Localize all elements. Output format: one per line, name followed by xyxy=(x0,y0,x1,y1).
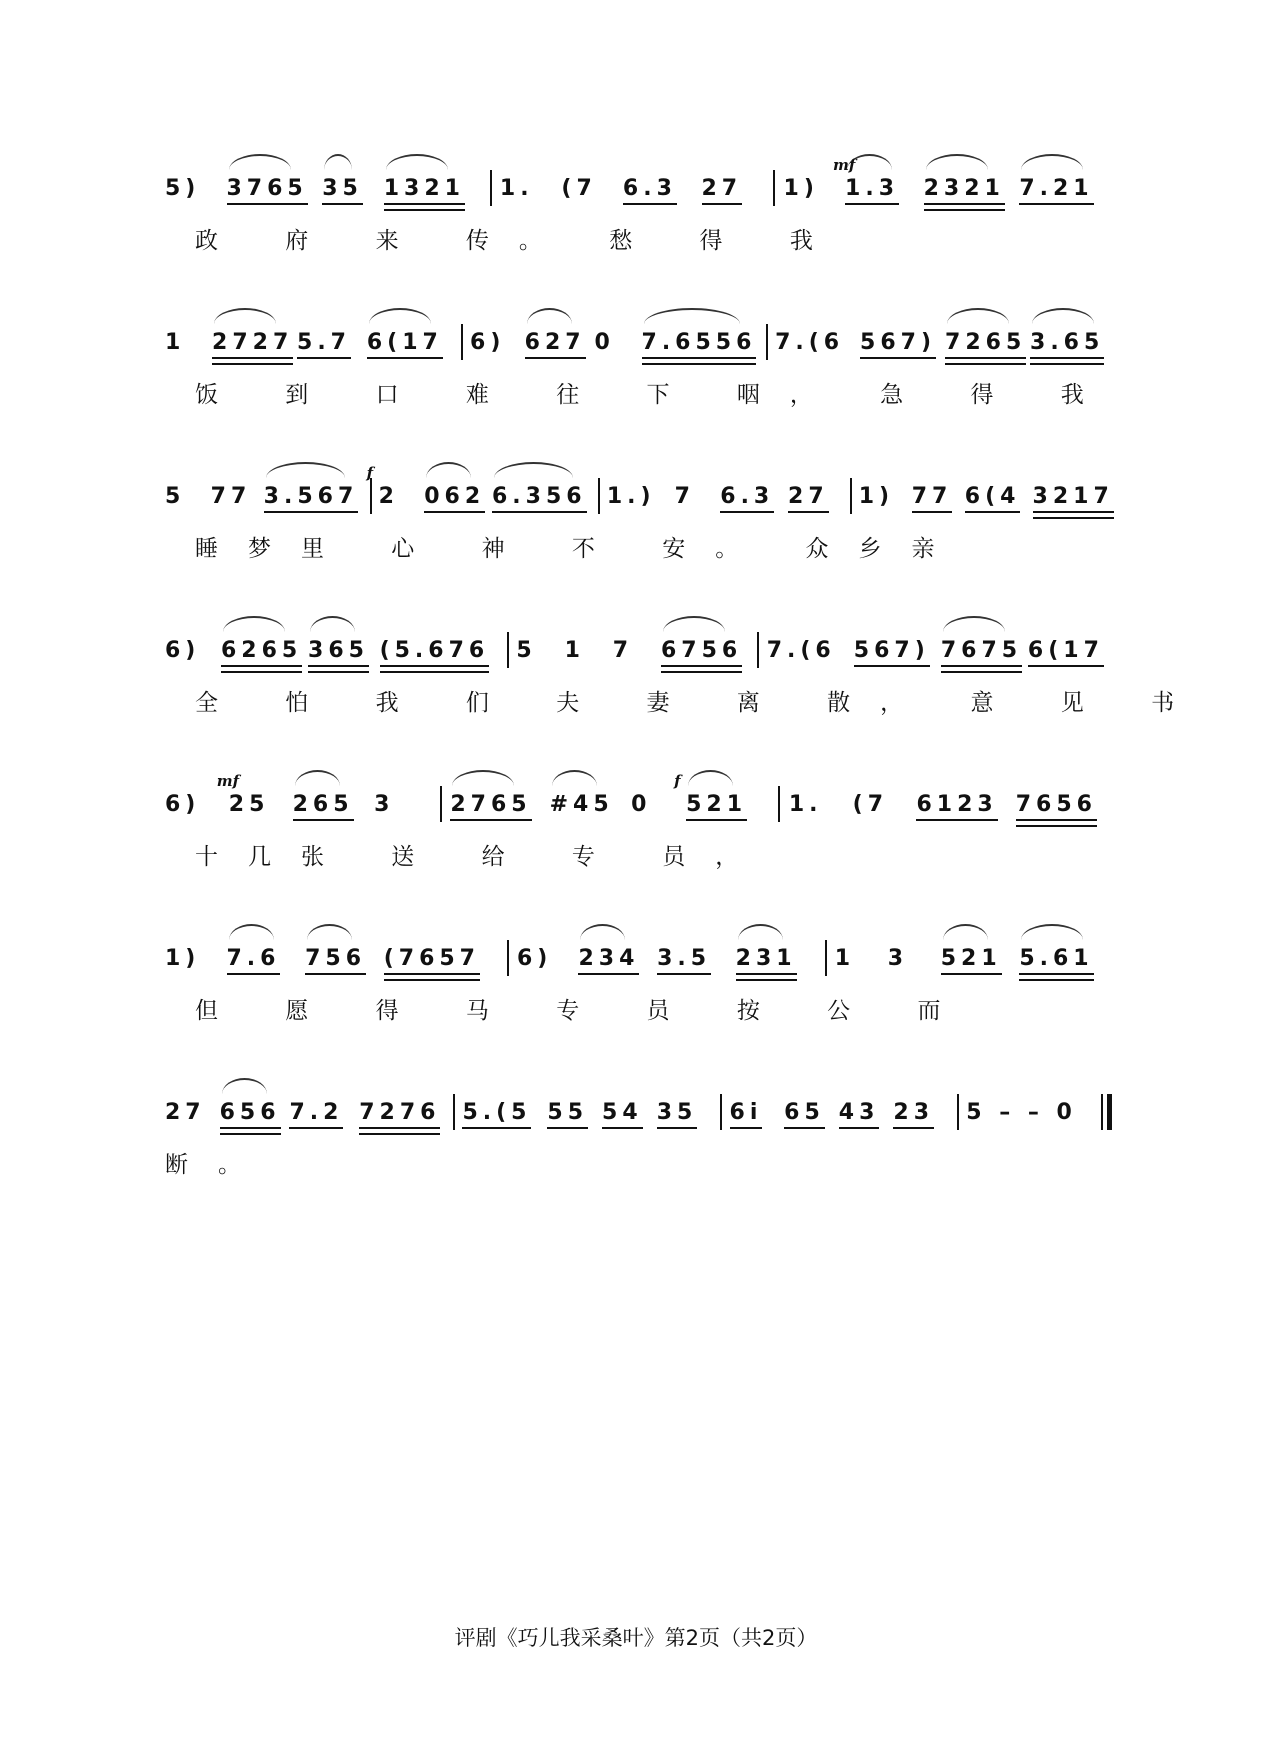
score-system-1 xyxy=(165,156,1115,272)
note-group: 365 xyxy=(308,638,369,667)
score-system-5 xyxy=(165,772,1115,888)
lyrics-line xyxy=(165,376,1115,416)
note-group: 6) xyxy=(470,330,506,355)
notation-line xyxy=(165,932,1115,982)
slur-mark xyxy=(644,308,740,324)
note-group: 6) xyxy=(165,638,201,663)
note-group: 6756 xyxy=(661,638,742,667)
note-group: 5) xyxy=(165,176,201,201)
note-group: 6265 xyxy=(221,638,302,667)
barline xyxy=(370,478,372,514)
slur-mark xyxy=(214,308,276,324)
barline xyxy=(720,1094,722,1130)
notation-line xyxy=(165,156,1115,212)
slur-mark xyxy=(295,770,340,786)
note-group: 1 xyxy=(165,330,186,355)
lyric-text: 但 愿 得 马 专 员 按 公 而 xyxy=(195,998,971,1024)
note-group: 43 xyxy=(839,1100,880,1129)
score-system-4 xyxy=(165,624,1205,734)
lyric-text: 睡梦里 心 神 不 安。 众乡亲 xyxy=(195,536,965,562)
note-group: 656 xyxy=(220,1100,281,1129)
note-group: 1. xyxy=(788,792,823,817)
dynamic-marking: f xyxy=(674,772,681,790)
score-system-6 xyxy=(165,932,1115,1042)
lyrics-line xyxy=(165,222,1115,262)
note-group: 0 xyxy=(631,792,652,817)
note-group: 7 xyxy=(674,484,695,509)
page-footer: 评剧《巧儿我采桑叶》第2页（共2页） xyxy=(454,1626,818,1650)
note-group: 231 xyxy=(736,946,797,975)
lyric-text: 政 府 来 传。 愁 得 我 xyxy=(195,228,843,254)
note-group: 6.356 xyxy=(492,484,587,513)
note-group: 7.21 xyxy=(1019,176,1093,205)
slur-mark xyxy=(926,154,988,170)
note-group: 6i xyxy=(730,1100,763,1129)
note-group: 521 xyxy=(686,792,747,821)
note-group: 6(17 xyxy=(1028,638,1104,667)
slur-mark xyxy=(1021,154,1083,170)
note-group: 234 xyxy=(578,946,639,975)
note-group: 7276 xyxy=(359,1100,440,1129)
note-group: 25 xyxy=(228,792,270,817)
note-group: 1) xyxy=(783,176,819,201)
barline xyxy=(507,940,509,976)
note-group: 062 xyxy=(424,484,485,513)
note-group: 77 xyxy=(210,484,252,509)
note-group: 1 xyxy=(564,638,585,663)
slur-mark xyxy=(1032,308,1094,324)
notation-line xyxy=(165,1086,1115,1136)
note-group: (7 xyxy=(852,792,889,817)
lyric-text: 全 怕 我 们 夫 妻 离 散， 意 见 书 xyxy=(195,690,1205,716)
barline xyxy=(598,478,600,514)
notation-line xyxy=(165,316,1115,366)
barline xyxy=(778,786,780,822)
note-group: 627 xyxy=(525,330,586,359)
lyrics-line xyxy=(165,684,1205,724)
note-group: 7.2 xyxy=(289,1100,343,1129)
note-group: 7.6 xyxy=(227,946,281,975)
slur-mark xyxy=(1021,924,1083,940)
note-group: 2 xyxy=(378,484,399,509)
note-group: 1. xyxy=(499,176,534,201)
slur-mark xyxy=(663,616,725,632)
note-group: 567) xyxy=(854,638,930,667)
slur-mark xyxy=(386,154,448,170)
note-group: 6.3 xyxy=(623,176,677,205)
note-group: 567) xyxy=(860,330,936,359)
barline xyxy=(850,478,852,514)
note-group: (5.676 xyxy=(380,638,490,667)
barline xyxy=(825,940,827,976)
note-group: 1 xyxy=(834,946,856,971)
slur-mark xyxy=(426,462,471,478)
slur-mark xyxy=(738,924,783,940)
note-group: 6(17 xyxy=(367,330,443,359)
note-group: 6123 xyxy=(916,792,997,821)
slur-mark xyxy=(494,462,573,478)
note-group: 65 xyxy=(784,1100,825,1129)
note-group: 77 xyxy=(912,484,953,513)
note-group: 1321 xyxy=(384,176,465,205)
notation-line xyxy=(165,464,1115,520)
barline xyxy=(957,1094,959,1130)
note-group: 6) xyxy=(516,946,553,971)
lyric-text: 饭 到 口 难 往 下 咽， 急 得 我 xyxy=(195,382,1114,408)
note-group: 7.(6 xyxy=(766,638,836,663)
note-group: 6) xyxy=(165,792,201,817)
note-group: 5 xyxy=(516,638,537,663)
lyrics-line xyxy=(165,992,1115,1032)
slur-mark xyxy=(223,616,285,632)
barline xyxy=(773,170,775,206)
barline xyxy=(766,324,768,360)
slur-mark xyxy=(229,924,274,940)
slur-mark xyxy=(307,924,352,940)
note-group: 23 xyxy=(893,1100,934,1129)
note-group: 7265 xyxy=(945,330,1026,359)
slur-mark xyxy=(222,1078,267,1094)
final-barline xyxy=(1101,1094,1103,1130)
note-group: 6.3 xyxy=(720,484,774,513)
lyrics-line xyxy=(165,838,1115,878)
note-group: 265 xyxy=(293,792,354,821)
slur-mark xyxy=(552,770,597,786)
notation-line xyxy=(165,624,1115,674)
note-group: 55 xyxy=(547,1100,588,1129)
barline xyxy=(490,170,492,206)
note-group: 54 xyxy=(602,1100,643,1129)
dynamic-marking: mf xyxy=(216,772,240,790)
note-group: 6(4 xyxy=(965,484,1021,513)
slur-mark xyxy=(229,154,291,170)
note-group: 5 – – 0 xyxy=(966,1100,1077,1125)
note-group: #45 xyxy=(549,792,614,817)
dynamic-marking: f xyxy=(366,464,374,482)
note-group: 35 xyxy=(322,176,363,205)
slur-mark xyxy=(369,308,431,324)
slur-mark xyxy=(452,770,514,786)
lyric-text: 十几张 送 给 专 员， xyxy=(195,844,769,870)
slur-mark xyxy=(580,924,625,940)
note-group: 7.(6 xyxy=(775,330,845,355)
note-group: 7 xyxy=(612,638,634,663)
score-system-2 xyxy=(165,316,1115,426)
note-group: 5.(5 xyxy=(462,1100,531,1129)
slur-mark xyxy=(947,308,1009,324)
note-group: 5 xyxy=(165,484,186,509)
note-group: (7657 xyxy=(384,946,480,975)
note-group: 7656 xyxy=(1016,792,1097,821)
note-group: 3 xyxy=(887,946,909,971)
lyrics-line xyxy=(165,530,1115,570)
slur-mark xyxy=(527,308,572,324)
barline xyxy=(440,786,442,822)
note-group: 7.6556 xyxy=(642,330,757,359)
slur-mark xyxy=(310,616,355,632)
note-group: 1.) xyxy=(606,484,656,509)
note-group: 27 xyxy=(788,484,829,513)
note-group: 1.3 xyxy=(845,176,899,205)
barline xyxy=(461,324,463,360)
note-group: 27 xyxy=(165,1100,206,1125)
slur-mark xyxy=(943,924,988,940)
note-group: 2765 xyxy=(450,792,531,821)
lyric-text: 断。 xyxy=(165,1152,271,1178)
score-system-7 xyxy=(165,1086,1115,1196)
lyrics-line xyxy=(165,1146,1115,1186)
note-group: 5.61 xyxy=(1019,946,1093,975)
notation-line xyxy=(165,772,1115,828)
note-group: 0 xyxy=(594,330,615,355)
slur-mark xyxy=(688,770,733,786)
barline xyxy=(507,632,509,668)
note-group: 3765 xyxy=(227,176,308,205)
note-group: (7 xyxy=(561,176,597,201)
score-system-3 xyxy=(165,464,1115,580)
note-group: 521 xyxy=(941,946,1002,975)
barline xyxy=(453,1094,455,1130)
note-group: 1) xyxy=(858,484,895,509)
note-group: 2321 xyxy=(924,176,1005,205)
dynamic-marking: mf xyxy=(833,156,856,174)
slur-mark xyxy=(943,616,1005,632)
note-group: 2727 xyxy=(212,330,293,359)
note-group: 7675 xyxy=(941,638,1022,667)
note-group: 27 xyxy=(702,176,743,205)
note-group: 3.5 xyxy=(657,946,711,975)
slur-mark xyxy=(266,462,345,478)
note-group: 3.567 xyxy=(264,484,359,513)
note-group: 5.7 xyxy=(297,330,351,359)
barline xyxy=(757,632,759,668)
note-group: 756 xyxy=(305,946,366,975)
note-group: 3 xyxy=(374,792,395,817)
note-group: 1) xyxy=(165,946,201,971)
note-group: 3.65 xyxy=(1030,330,1104,359)
slur-mark xyxy=(324,154,352,170)
note-group: 3217 xyxy=(1033,484,1114,513)
note-group: 35 xyxy=(657,1100,698,1129)
